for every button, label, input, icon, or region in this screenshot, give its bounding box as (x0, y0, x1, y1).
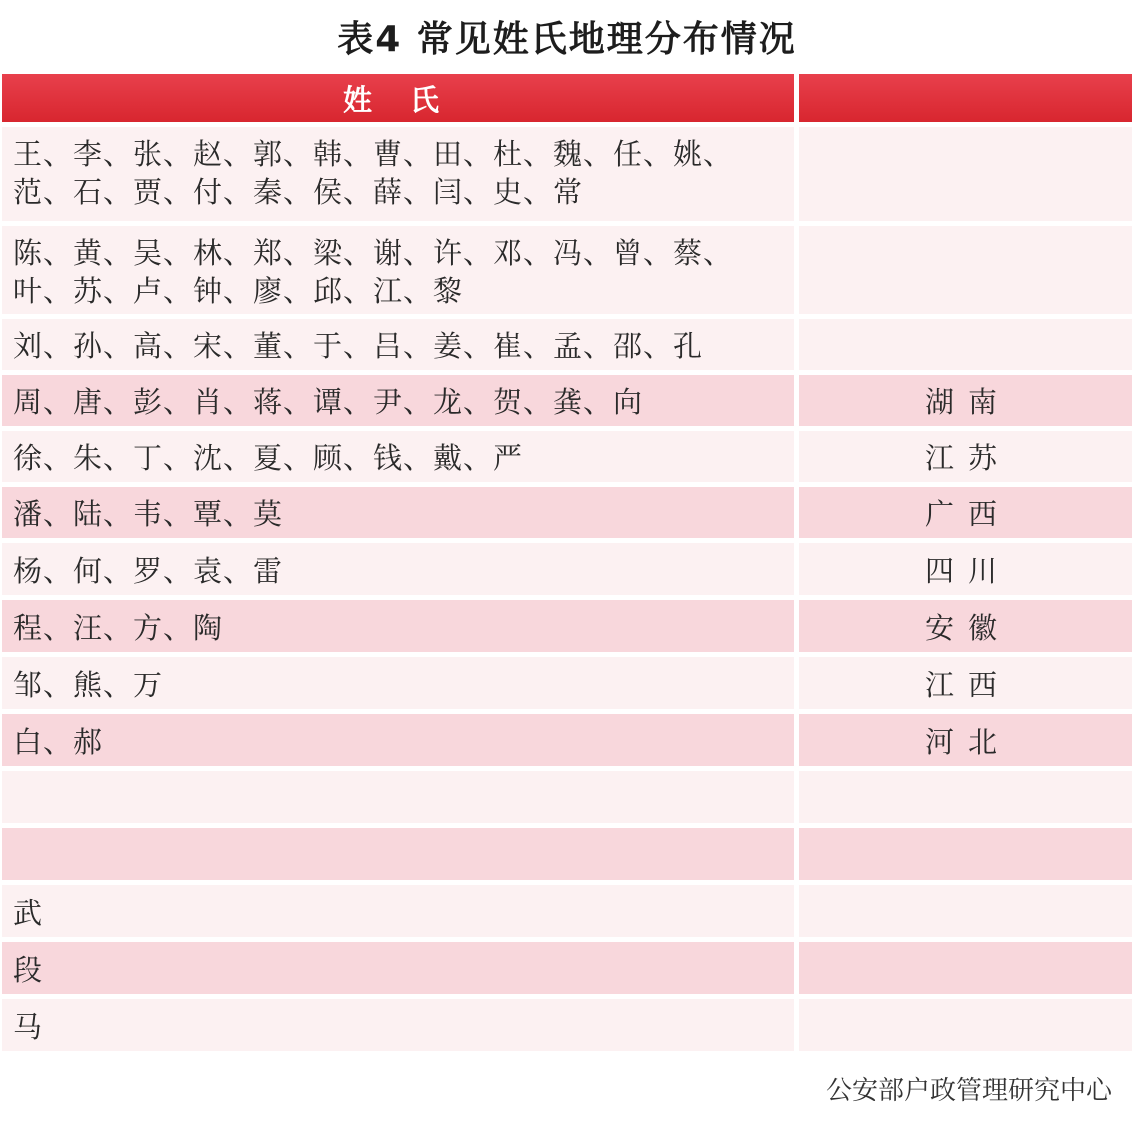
table-row (2, 375, 1132, 426)
surnames-cell: 杨、何、罗、袁、雷 (2, 543, 794, 595)
surnames-cell: 潘、陆、韦、覃、莫 (2, 487, 794, 538)
table-row (2, 714, 1132, 766)
surnames-cell: 刘、孙、高、宋、董、于、吕、姜、崔、孟、邵、孔 (2, 319, 794, 370)
surnames-cell: 周、唐、彭、肖、蒋、谭、尹、龙、贺、龚、向 (2, 375, 794, 426)
page-title: 表4 常见姓氏地理分布情况 (337, 19, 797, 60)
surnames-cell: 白、郝 (2, 714, 794, 766)
region-cell: 安徽 (799, 600, 1132, 652)
header-surname: 姓 氏 (2, 74, 794, 122)
region-cell (799, 999, 1132, 1051)
surnames-cell: 陈、黄、吴、林、郑、梁、谢、许、邓、冯、曾、蔡、 叶、苏、卢、钟、廖、邱、江、黎 (2, 226, 794, 314)
table-row (2, 226, 1132, 314)
region-cell (799, 771, 1132, 823)
table-row (2, 771, 1132, 823)
surnames-cell (2, 771, 794, 823)
table-row (2, 885, 1132, 937)
source-watermark: 公安部户政管理研究中心 (825, 1076, 1112, 1106)
region-cell: 河北 (799, 714, 1132, 766)
surnames-cell: 程、汪、方、陶 (2, 600, 794, 652)
table-header-row (2, 74, 1132, 122)
table-row (2, 319, 1132, 370)
surnames-cell: 马 (2, 999, 794, 1051)
table-row (2, 127, 1132, 221)
table-row (2, 487, 1132, 538)
table-row (2, 942, 1132, 994)
surnames-cell: 武 (2, 885, 794, 937)
table-row (2, 600, 1132, 652)
table-row (2, 431, 1132, 482)
table-row (2, 543, 1132, 595)
header-region (799, 74, 1132, 122)
region-cell (799, 127, 1132, 221)
region-cell (799, 828, 1132, 880)
surnames-cell: 王、李、张、赵、郭、韩、曹、田、杜、魏、任、姚、 范、石、贾、付、秦、侯、薛、闫、史、常 (2, 127, 794, 221)
region-cell: 广西 (799, 487, 1132, 538)
surname-table (2, 74, 1132, 1056)
region-cell (799, 942, 1132, 994)
table-row (2, 828, 1132, 880)
region-cell (799, 319, 1132, 370)
region-cell: 四川 (799, 543, 1132, 595)
region-cell (799, 885, 1132, 937)
surnames-cell: 邹、熊、万 (2, 657, 794, 709)
region-cell: 湖南 (799, 375, 1132, 426)
region-cell: 江苏 (799, 431, 1132, 482)
surnames-cell: 徐、朱、丁、沈、夏、顾、钱、戴、严 (2, 431, 794, 482)
region-cell: 江西 (799, 657, 1132, 709)
region-cell (799, 226, 1132, 314)
surnames-cell: 段 (2, 942, 794, 994)
surnames-cell (2, 828, 794, 880)
table-row (2, 999, 1132, 1051)
table-row (2, 657, 1132, 709)
